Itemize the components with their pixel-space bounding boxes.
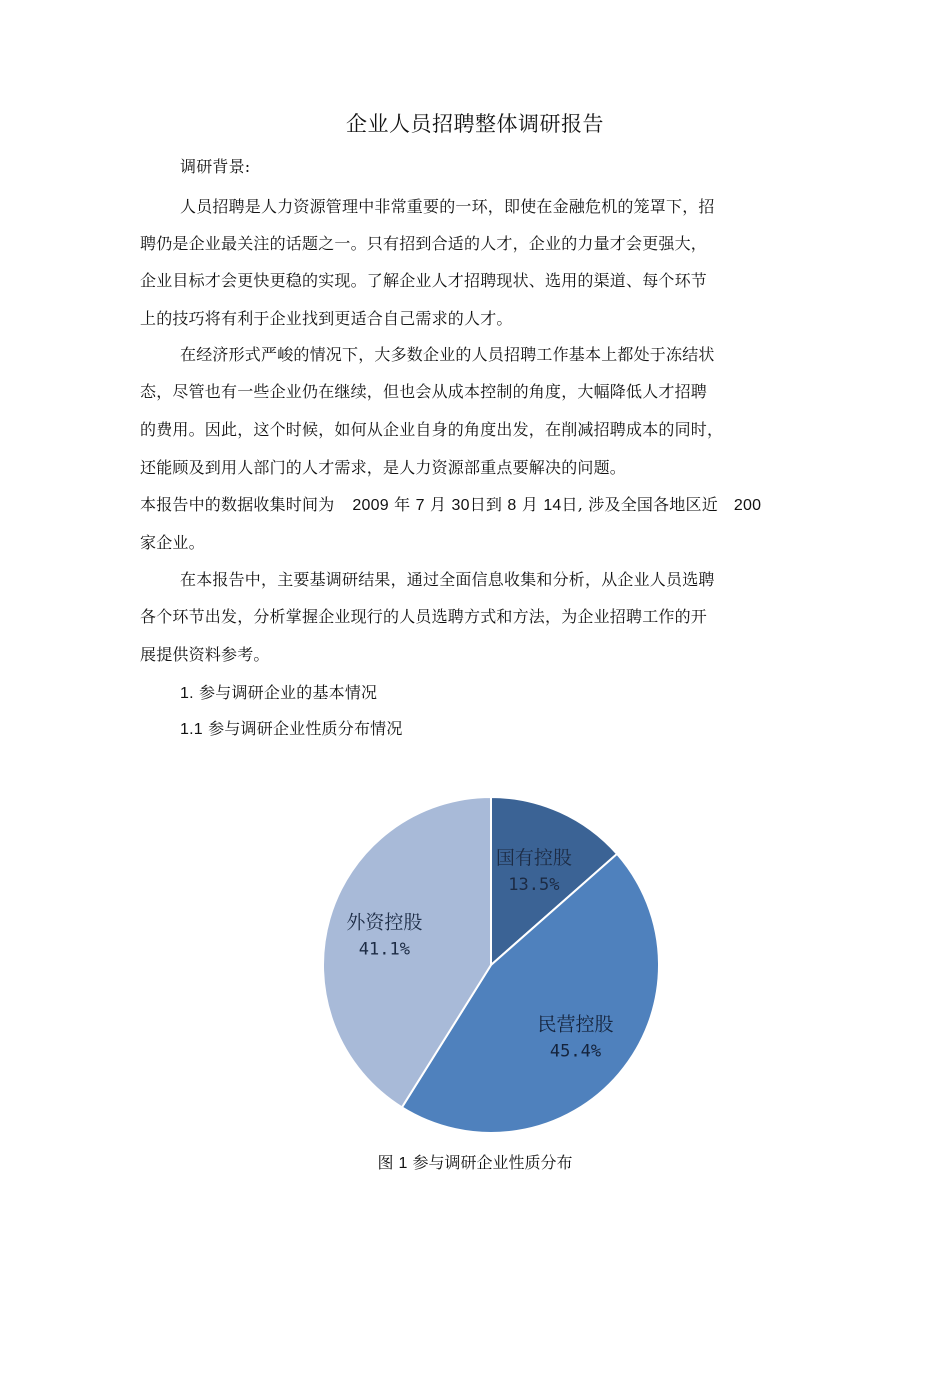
figure-caption-prefix: 图	[377, 1153, 394, 1172]
heading-1-1	[180, 719, 403, 740]
pie-label-state-owned: 国有控股	[495, 847, 572, 870]
paragraph-2-line-2: 态，尽管也有一些企业仍在继续，但也会从成本控制的角度，大幅降低人才招聘	[140, 382, 708, 401]
heading-1	[180, 683, 377, 704]
paragraph-1-line-3: 企业目标才会更快更稳的实现。了解企业人才招聘现状、选用的渠道、每个环节	[140, 271, 708, 290]
pie-value-state-owned: 13.5%	[508, 875, 560, 896]
paragraph-2-line-4: 还能顾及到用人部门的人才需求，是人力资源部重点要解决的问题。	[140, 458, 627, 477]
section-label-background: 调研背景:	[180, 157, 251, 176]
heading-1-1-number: 1.1	[180, 721, 203, 738]
start-year: 2009	[352, 497, 389, 514]
date-range-text-b: 年	[394, 495, 411, 514]
paragraph-3-line-2: 家企业。	[140, 533, 205, 552]
date-range-text-c: 月	[430, 495, 447, 514]
company-count: 200	[733, 497, 762, 514]
paragraph-2-line-1: 在经济形式严峻的情况下，大多数企业的人员招聘工作基本上都处于冻结状	[180, 345, 715, 364]
paragraph-4-line-1: 在本报告中，主要基调研结果，通过全面信息收集和分析，从企业人员选聘	[180, 570, 715, 589]
figure-caption-number: 1	[398, 1155, 408, 1172]
end-day: 14	[543, 497, 562, 514]
start-day: 30	[451, 497, 470, 514]
date-range-text-f: 日, 涉及全国各地区近	[561, 495, 718, 514]
pie-value-foreign: 41.1%	[358, 939, 410, 960]
date-range-text-e: 月	[521, 495, 539, 514]
pie-value-private: 45.4%	[549, 1041, 602, 1062]
pie-chart	[310, 780, 670, 1140]
date-range-text-d: 日到	[469, 495, 503, 514]
end-month: 8	[507, 497, 517, 514]
paragraph-1-line-4: 上的技巧将有利于企业找到更适合自己需求的人才。	[140, 309, 513, 328]
paragraph-1-line-1: 人员招聘是人力资源管理中非常重要的一环，即使在金融危机的笼罩下，招	[180, 197, 715, 216]
paragraph-3-line-1	[140, 495, 761, 516]
heading-1-text: 参与调研企业的基本情况	[199, 683, 378, 702]
heading-1-1-text: 参与调研企业性质分布情况	[208, 719, 403, 738]
pie-label-foreign: 外资控股	[346, 911, 423, 934]
paragraph-4-line-3: 展提供资料参考。	[140, 645, 270, 664]
paragraph-2-line-3: 的费用。因此，这个时候，如何从企业自身的角度出发，在削减招聘成本的同时，	[140, 420, 724, 439]
heading-1-number: 1.	[180, 685, 194, 702]
figure-caption-text: 参与调研企业性质分布	[412, 1153, 573, 1172]
pie-label-private: 民营控股	[537, 1013, 614, 1036]
paragraph-1-line-2: 聘仍是企业最关注的话题之一。只有招到合适的人才，企业的力量才会更强大，	[140, 234, 708, 253]
paragraph-4-line-2: 各个环节出发，分析掌握企业现行的人员选聘方式和方法，为企业招聘工作的开	[140, 607, 708, 626]
date-range-text-a: 本报告中的数据收集时间为	[140, 495, 335, 514]
page-title: 企业人员招聘整体调研报告	[346, 112, 604, 136]
figure-caption	[0, 1153, 950, 1174]
start-month: 7	[415, 497, 425, 514]
